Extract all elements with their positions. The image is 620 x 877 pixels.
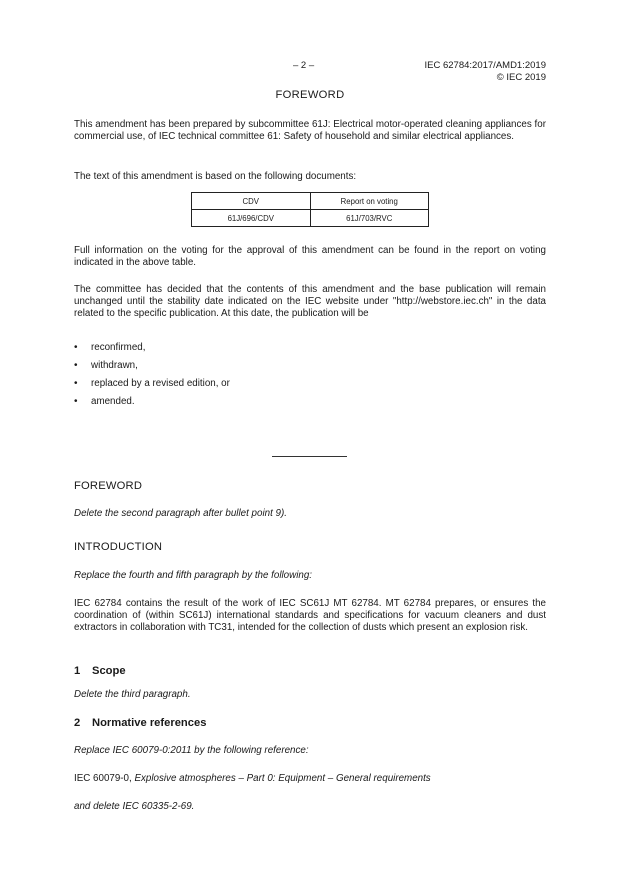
list-item: • amended. [74, 395, 230, 413]
table-header-cdv: CDV [192, 193, 311, 210]
reference-title: Explosive atmospheres – Part 0: Equipment – General requirements [134, 773, 431, 784]
normative-title: Normative references [92, 717, 207, 729]
foreword-heading: FOREWORD [74, 480, 143, 492]
scope-heading [74, 665, 126, 677]
committee-paragraph: The committee has decided that the contents of this amendment and the base publication will remain unchanged until the stability date indicated on the IEC website under "http://webstore.iec.ch" in the data related to the specific publication. At this date, the publication will be [74, 284, 546, 320]
document-header [425, 60, 546, 84]
scope-number: 1 [74, 665, 81, 677]
voting-documents-table [191, 192, 429, 227]
delete-instruction: and delete IEC 60335-2-69. [74, 801, 195, 812]
foreword-instruction: Delete the second paragraph after bullet point 9). [74, 508, 287, 519]
full-info-paragraph: Full information on the voting for the approval of this amendment can be found in the report on voting indicated in the above table. [74, 245, 546, 269]
table-header-report: Report on voting [310, 193, 429, 210]
based-on-paragraph: The text of this amendment is based on the following documents: [74, 171, 357, 182]
introduction-heading: INTRODUCTION [74, 541, 163, 553]
reference-entry [74, 773, 546, 785]
introduction-instruction: Replace the fourth and fifth paragraph by the following: [74, 570, 313, 581]
list-item: • withdrawn, [74, 359, 230, 377]
page-number: – 2 – [293, 60, 315, 71]
table-row [192, 210, 429, 227]
normative-number: 2 [74, 717, 81, 729]
list-item: • reconfirmed, [74, 341, 230, 359]
copyright-notice: © IEC 2019 [496, 72, 546, 83]
section-divider [272, 456, 347, 457]
table-header-row [192, 193, 429, 210]
normative-references-heading [74, 717, 206, 729]
table-cell-rvc: 61J/703/RVC [310, 210, 429, 227]
page-title: FOREWORD [275, 89, 345, 101]
introduction-text: IEC 62784 contains the result of the work of IEC SC61J MT 62784. MT 62784 prepares, or ensures the coordination of (within SC61J) international standards and specifications for vacuum cleaners and dust extractors in collaboration with TC31, intended for the collection of dusts which present an explosion risk. [74, 598, 546, 634]
standard-identifier: IEC 62784:2017/AMD1:2019 [424, 60, 546, 71]
foreword-intro-paragraph: This amendment has been prepared by subcommittee 61J: Electrical motor-operated cleaning appliances for commercial use, of IEC technical committee 61: Safety of household and similar electrical appliances. [74, 119, 546, 143]
normative-instruction: Replace IEC 60079-0:2011 by the following reference: [74, 745, 309, 756]
reference-id: IEC 60079-0, [74, 773, 132, 784]
scope-instruction: Delete the third paragraph. [74, 689, 191, 700]
scope-title: Scope [92, 665, 126, 677]
publication-status-list [74, 341, 230, 413]
table-cell-cdv: 61J/696/CDV [192, 210, 311, 227]
list-item: • replaced by a revised edition, or [74, 377, 230, 395]
